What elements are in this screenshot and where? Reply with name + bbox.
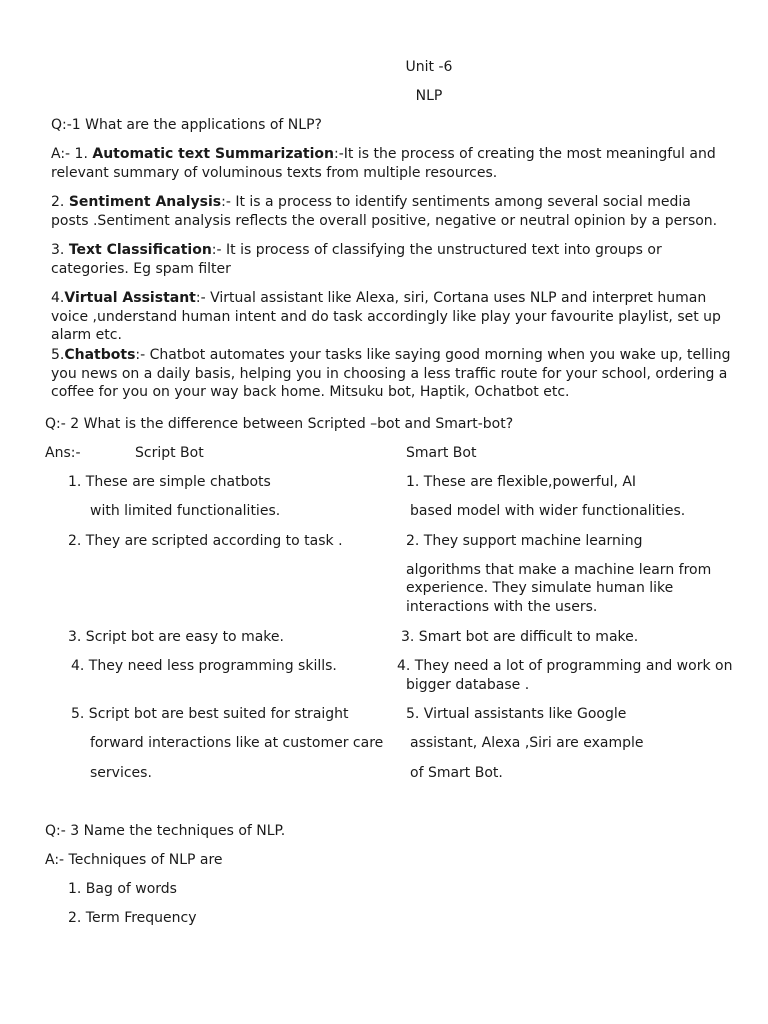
smart-bot-line: 1. These are flexible,powerful, AI (406, 474, 637, 490)
q1-question: Q:-1 What are the applications of NLP? (51, 117, 322, 133)
item-term: Virtual Assistant (64, 290, 196, 306)
ans-label: Ans:- (45, 445, 81, 461)
item-text: :- It is process of classifying the unstructured text into groups or categories. Eg spam filter (51, 242, 662, 277)
smart-bot-line: 3. Smart bot are difficult to make. (401, 629, 639, 645)
item-prefix: 4. (51, 290, 65, 306)
q1-item-3 (51, 241, 731, 278)
script-bot-line: 3. Script bot are easy to make. (68, 629, 284, 645)
script-bot-line: 2. They are scripted according to task . (68, 533, 343, 549)
script-bot-heading: Script Bot (135, 445, 204, 461)
smart-bot-line: assistant, Alexa ,Siri are example (410, 735, 644, 751)
script-bot-line: with limited functionalities. (90, 503, 281, 519)
item-prefix: A:- 1. (51, 146, 93, 162)
item-term: Sentiment Analysis (68, 194, 222, 210)
item-term: Automatic text Summarization (92, 146, 335, 162)
q3-answer: A:- Techniques of NLP are (45, 852, 223, 868)
item-term: Chatbots (64, 347, 136, 363)
technique-item: 2. Term Frequency (68, 910, 197, 926)
item-prefix: 2. (51, 194, 69, 210)
item-prefix: 5. (51, 347, 65, 363)
technique-item: 1. Bag of words (68, 881, 177, 897)
item-term: Text Classification (68, 242, 212, 258)
q1-item-4 (51, 289, 731, 345)
item-text: :- Virtual assistant like Alexa, siri, Cortana uses NLP and interpret human voice ,understand human intent and do task accordingly like play your favourite playlist, set up alarm etc. (51, 290, 721, 343)
q3-question: Q:- 3 Name the techniques of NLP. (45, 823, 286, 839)
smart-bot-line: of Smart Bot. (410, 765, 503, 781)
item-prefix: 3. (51, 242, 69, 258)
q1-item-5 (51, 346, 731, 402)
item-text: :- It is a process to identify sentiments among several social media posts .Sentiment analysis reflects the overall positive, negative or neutral opinion by a person. (51, 194, 718, 229)
item-text: :- Chatbot automates your tasks like saying good morning when you wake up, telling you news on a daily basis, helping you in choosing a less traffic route for your school, ordering a coffee for you on your way back home. Mitsuku bot, Haptik, Ochatbot etc. (51, 347, 731, 400)
script-bot-line: services. (90, 765, 152, 781)
smart-bot-line: bigger database . (406, 677, 530, 693)
smart-bot-line: based model with wider functionalities. (410, 503, 686, 519)
smart-bot-line: 5. Virtual assistants like Google (406, 706, 627, 722)
smart-bot-line: experience. They simulate human like (406, 580, 674, 596)
q1-item-2 (51, 193, 731, 230)
unit-title: Unit -6 (405, 59, 453, 75)
item-text: :-It is the process of creating the most meaningful and relevant summary of voluminous texts from multiple resources. (51, 146, 716, 181)
smart-bot-line: algorithms that make a machine learn from (406, 562, 712, 578)
script-bot-line: 5. Script bot are best suited for straight (71, 706, 349, 722)
smart-bot-line: interactions with the users. (406, 599, 598, 615)
script-bot-line: 4. They need less programming skills. (71, 658, 337, 674)
q2-question: Q:- 2 What is the difference between Scripted –bot and Smart-bot? (45, 416, 514, 432)
smart-bot-line: 4. They need a lot of programming and work on (397, 658, 733, 674)
subject-title: NLP (415, 88, 443, 104)
smart-bot-line: 2. They support machine learning (406, 533, 643, 549)
script-bot-line: 1. These are simple chatbots (68, 474, 271, 490)
script-bot-line: forward interactions like at customer care (90, 735, 384, 751)
smart-bot-heading: Smart Bot (406, 445, 477, 461)
q1-item-1 (51, 145, 731, 182)
